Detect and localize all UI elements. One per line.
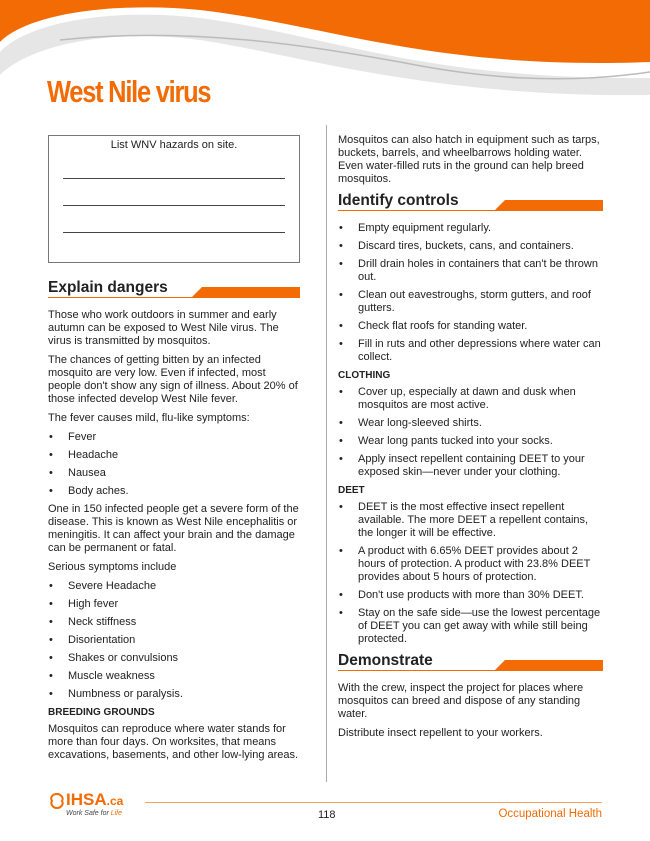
paragraph: Mosquitos can also hatch in equipment such as tarps, buckets, barrels, and wheelbarrows holding water. Even water-filled ruts in the ground can help breed mosquitos. [338,134,600,185]
section-heading: Demonstrate [338,654,603,671]
list-item: • Fever [48,431,300,444]
list-item: • Body aches. [48,485,300,498]
list-item: • Wear long pants tucked into your socks. [338,435,603,448]
ihsa-logo-mark-icon [48,792,66,810]
list-item: • Check flat roofs for standing water. [338,320,603,333]
write-line[interactable] [63,206,285,233]
paragraph: With the crew, inspect the project for places where mosquitos can breed and dispose of any standing water. [338,682,584,720]
list-item: • High fever [48,598,300,611]
list-item: • Headache [48,449,300,462]
heading-accent-bar [495,200,603,210]
paragraph: Distribute insect repellent to your workers. [338,727,543,739]
controls-list [338,222,603,364]
ihsa-logo[interactable]: IHSA.ca Work Safe for Life [48,790,123,817]
list-item: • Empty equipment regularly. [338,222,603,235]
subheading: BREEDING GROUNDS [48,707,155,718]
list-item: • Disorientation [48,634,300,647]
list-item: • Don't use products with more than 30% DEET. [338,589,603,602]
list-item: • Severe Headache [48,580,300,593]
list-item: • Neck stiffness [48,616,300,629]
subheading: DEET [338,485,365,496]
subheading: CLOTHING [338,370,391,381]
paragraph: Mosquitos can reproduce where water stands for more than four days. On worksites, that means excavations, basements, and other low-lying areas. [48,723,299,761]
list-item: • Numbness or paralysis. [48,688,300,701]
section-heading: Explain dangers [48,281,300,298]
list-item: • A product with 6.65% DEET provides about 2 hours of protection. A product with 23.8% DEET provides about 5 hours of protection. [338,545,603,584]
hazard-list-box [48,135,300,263]
list-item: • Wear long-sleeved shirts. [338,417,603,430]
section-heading: Identify controls [338,194,603,211]
section-name: Occupational Health [498,808,602,820]
list-item: • DEET is the most effective insect repellent available. The more DEET a repellent contains, the longer it will be effective. [338,501,603,540]
list-item: • Shakes or convulsions [48,652,300,665]
list-item: • Clean out eavestroughs, storm gutters, and roof gutters. [338,289,603,315]
heading-accent-bar [495,660,603,670]
write-line[interactable] [63,152,285,179]
list-item: • Drill drain holes in containers that can't be thrown out. [338,258,603,284]
serious-symptom-list [48,580,300,701]
right-column [338,134,603,746]
clothing-list [338,386,603,479]
heading-accent-bar [192,287,300,297]
list-item: • Stay on the safe side—use the lowest percentage of DEET you can get away with while still being protected. [338,607,603,646]
paragraph: The chances of getting bitten by an infected mosquito are very low. Even if infected, most people don't show any sign of illness. About 20% of those infected develop West Nile fever. [48,354,298,405]
paragraph: One in 150 infected people get a severe form of the disease. This is known as West Nile encephalitis or meningitis. It can affect your brain and the damage can be permanent or fatal. [48,503,299,554]
list-item: • Cover up, especially at dawn and dusk when mosquitos are most active. [338,386,603,412]
list-item: • Fill in ruts and other depressions where water can collect. [338,338,603,364]
paragraph: The fever causes mild, flu-like symptoms: [48,412,250,424]
hazard-box-label: List WNV hazards on site. [110,139,238,151]
paragraph: Serious symptoms include [48,561,177,573]
write-line[interactable] [63,179,285,206]
list-item: • Apply insect repellent containing DEET to your exposed skin—never under your clothing. [338,453,603,479]
footer-rule [145,802,602,803]
left-column [48,135,300,768]
list-item: • Nausea [48,467,300,480]
symptom-list [48,431,300,498]
list-item: • Discard tires, buckets, cans, and containers. [338,240,603,253]
paragraph: Those who work outdoors in summer and early autumn can be exposed to West Nile virus. The virus is transmitted by mosquitos. [48,309,279,347]
column-divider [326,125,327,782]
page-title: West Nile virus [47,74,211,109]
page-number: 118 [318,809,336,821]
deet-list [338,501,603,646]
list-item: • Muscle weakness [48,670,300,683]
